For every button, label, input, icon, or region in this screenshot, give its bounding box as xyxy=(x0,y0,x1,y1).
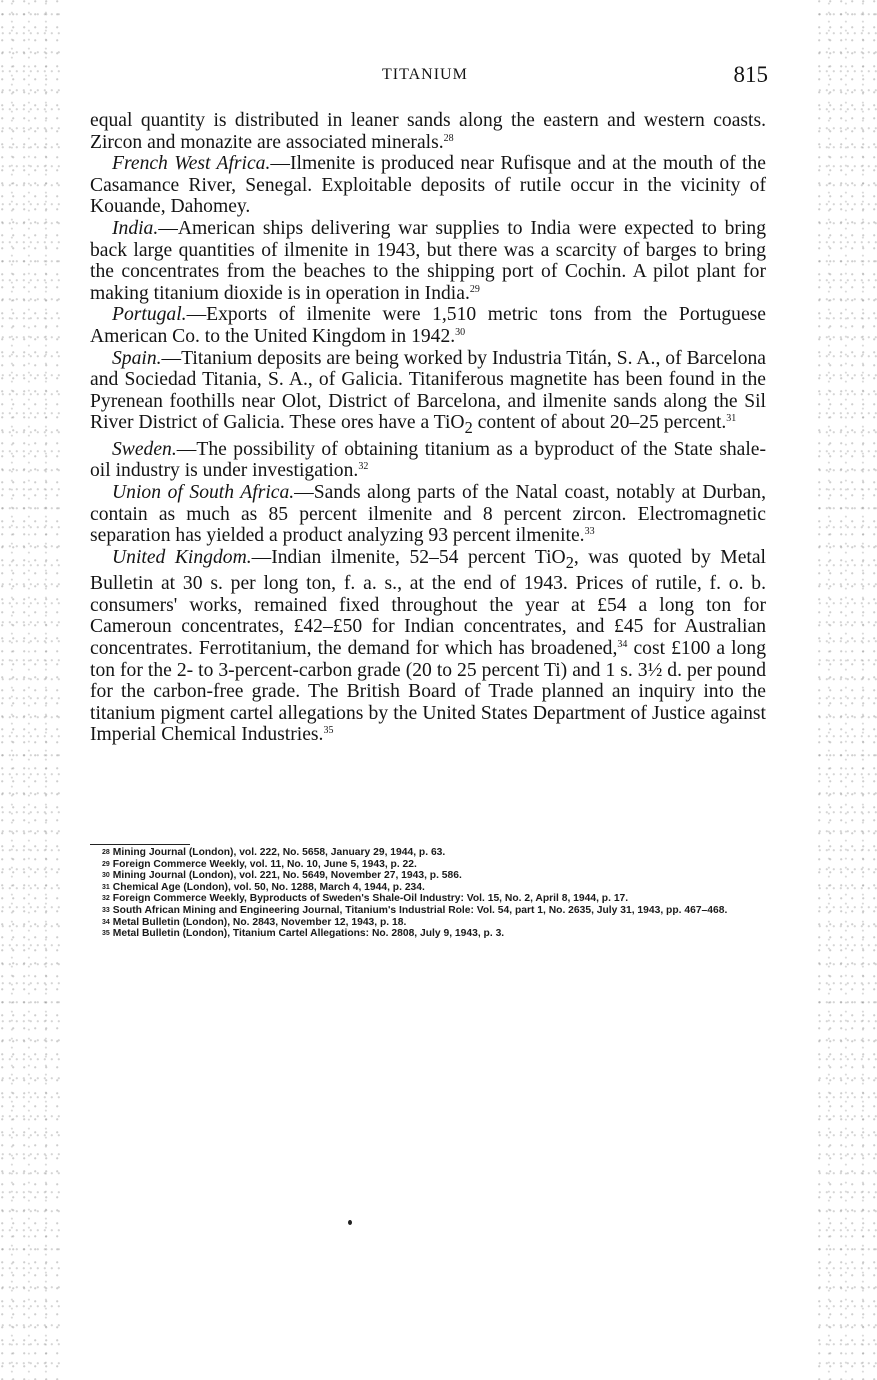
footnote-reference: 35 xyxy=(323,725,334,737)
page-number: 815 xyxy=(733,62,768,87)
country-heading: Portugal. xyxy=(112,304,187,326)
em-dash: — xyxy=(186,304,207,326)
footnote-reference: 32 xyxy=(358,461,369,473)
subscript: 2 xyxy=(565,552,574,572)
country-heading: French West Africa. xyxy=(112,153,271,175)
footnote xyxy=(90,905,766,917)
footnote-text: Mining Journal (London), vol. 222, No. 5658, January 29, 1944, p. 63. xyxy=(112,847,446,858)
em-dash: — xyxy=(294,482,314,503)
country-heading: Union of South Africa. xyxy=(112,482,295,503)
country-heading: Sweden. xyxy=(112,438,177,460)
footnote-number: 31 xyxy=(102,883,110,891)
footnote-text: Metal Bulletin (London), No. 2843, November 12, 1943, p. 18. xyxy=(112,916,407,928)
footnote-reference: 30 xyxy=(455,326,466,338)
em-dash: — xyxy=(161,347,182,369)
paragraph-text: equal quantity is distributed in leaner sands along the eastern and western coasts. Zircon and monazite are associated minerals. xyxy=(90,110,766,153)
footnote-number: 33 xyxy=(102,906,110,914)
body-paragraph xyxy=(90,547,766,746)
running-title: TITANIUM xyxy=(382,66,468,83)
paragraph-text: , was quoted by Metal Bulletin at 30 s. per long ton, f. a. s., at the end of 1943. Prices of rutile, f. o. b. consumers' works, remained fixed throughout the year at £54 a long ton for Cameroun concentrates, £42–£50 for Indian concentrates, and £45 for Australian concentrates. Ferrotitanium, the demand for which has broadened, xyxy=(90,546,766,660)
paragraph-text: Sands along parts of the Natal coast, notably at Durban, contain as much as 85 percent ilmenite and 8 percent zircon. Electromagnetic separation has yielded a product analyzing 93 percent ilmenite. xyxy=(90,482,766,547)
body-paragraph xyxy=(90,439,766,482)
paragraph-text: Titanium deposits are being worked by Industria Titán, S. A., of Barcelona and Sociedad Titania, S. A., of Galicia. Titaniferous magnetite has been found in the Pyrenean foothills near Olot, District of Barcelona, and ilmenite sands along the Sil River District of Galicia. These ores have a TiO xyxy=(90,347,766,434)
body-paragraph xyxy=(90,153,766,218)
paragraph-text: Indian ilmenite, 52–54 percent TiO xyxy=(271,546,566,568)
footnote-number: 34 xyxy=(102,918,110,926)
em-dash: — xyxy=(158,217,178,239)
paragraph-text: Ilmenite is produced near Rufisque and at the mouth of the Casamance River, Senegal. Exploitable deposits of rutile occur in the vicinity of Kouande, Dahomey. xyxy=(90,153,766,218)
footnote-reference: 34 xyxy=(617,639,628,651)
footnote-number: 35 xyxy=(102,930,110,938)
body-paragraph xyxy=(90,348,766,439)
footnote-number: 30 xyxy=(102,872,110,880)
footnote-text: Foreign Commerce Weekly, Byproducts of Sweden's Shale-Oil Industry: Vol. 15, No. 2, April 8, 1944, p. 17. xyxy=(112,893,629,905)
body-paragraph xyxy=(90,218,766,304)
footnote-text: South African Mining and Engineering Journal, Titanium's Industrial Role: Vol. 54, part 1, No. 2635, July 31, 1943, pp. 467–468. xyxy=(112,904,728,916)
footnote-reference: 33 xyxy=(584,526,595,538)
scan-noise-left xyxy=(0,0,60,1380)
footnote-number: 32 xyxy=(102,895,110,903)
footnotes xyxy=(90,847,766,940)
footnote xyxy=(90,870,766,882)
footnote-separator-rule xyxy=(90,844,190,845)
paragraph-text: American ships delivering war supplies to India were expected to bring back large quantities of ilmenite in 1943, but there was a scarcity of barges to bring the concentrates from the beaches to the shipping port of Cochin. A pilot plant for making titanium dioxide is in operation in India. xyxy=(90,217,766,304)
footnote-reference: 29 xyxy=(469,283,480,295)
em-dash: — xyxy=(176,438,197,460)
body-paragraph xyxy=(90,304,766,347)
paragraph-text: cost £100 a long ton for the 2- to 3-percent-carbon grade (20 to 25 percent Ti) and 1 s. 3½ d. per pound for the carbon-free grade. The British Board of Trade planned an inquiry into the titanium pigment cartel allegations by the United States Department of Justice against Imperial Chemical Industries. xyxy=(90,638,766,746)
paragraph-text: Exports of ilmenite were 1,510 metric tons from the Portuguese American Co. to the United Kingdom in 1942. xyxy=(90,304,766,347)
footnote xyxy=(90,917,766,929)
em-dash: — xyxy=(251,546,272,568)
footnote xyxy=(90,859,766,871)
paragraph-text: content of about 20–25 percent. xyxy=(472,412,727,434)
footnote xyxy=(90,928,766,940)
footnote-text: Metal Bulletin (London), Titanium Cartel Allegations: No. 2808, July 9, 1943, p. 3. xyxy=(112,928,505,940)
footnote xyxy=(90,847,766,859)
body-paragraph xyxy=(90,110,766,153)
footnote-text: Mining Journal (London), vol. 221, No. 5649, November 27, 1943, p. 586. xyxy=(112,870,462,882)
subscript: 2 xyxy=(464,418,473,438)
footnote-number: 28 xyxy=(102,849,110,856)
body-text xyxy=(90,110,766,746)
footnote xyxy=(90,882,766,894)
em-dash: — xyxy=(270,153,290,175)
scan-noise-right xyxy=(817,0,877,1380)
footnote-text: Foreign Commerce Weekly, vol. 11, No. 10, June 5, 1943, p. 22. xyxy=(112,858,417,870)
country-heading: India. xyxy=(112,217,159,239)
paragraph-text: The possibility of obtaining titanium as a byproduct of the State shale-oil industry is under investigation. xyxy=(90,438,766,482)
footnote-reference: 28 xyxy=(443,132,454,144)
running-head xyxy=(92,64,768,88)
footnote xyxy=(90,893,766,905)
footnote-reference: 31 xyxy=(726,413,737,425)
footnote-number: 29 xyxy=(102,860,110,868)
country-heading: Spain. xyxy=(112,347,162,369)
body-paragraph xyxy=(90,482,766,547)
country-heading: United Kingdom. xyxy=(112,546,252,568)
footnote-text: Chemical Age (London), vol. 50, No. 1288, March 4, 1944, p. 234. xyxy=(112,881,425,893)
scan-speck xyxy=(348,1220,352,1225)
